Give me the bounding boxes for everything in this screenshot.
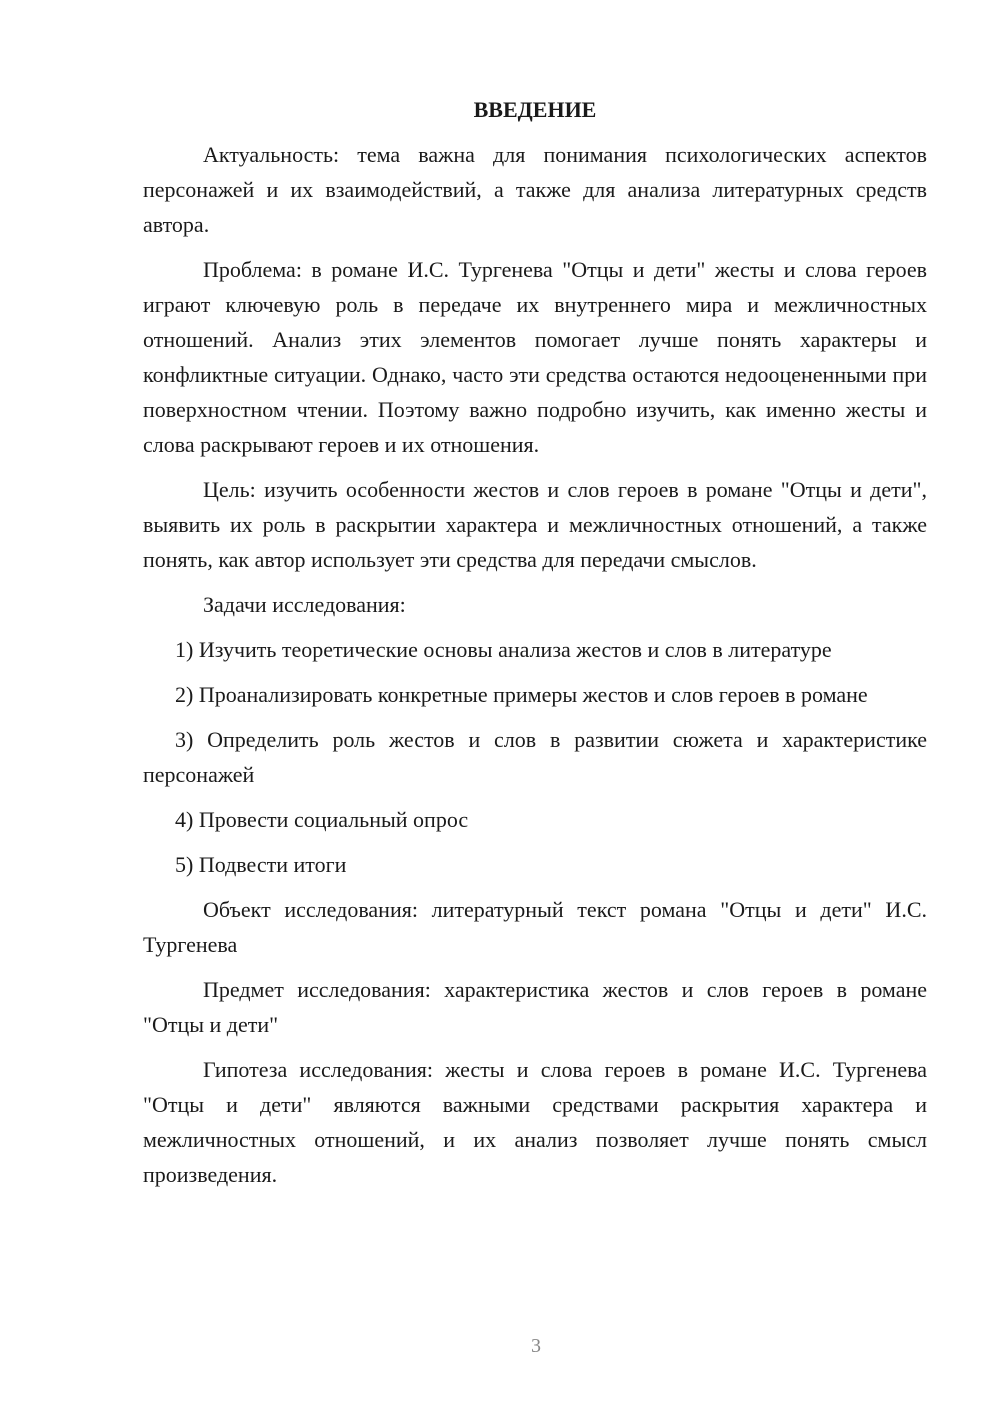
task-item: 4) Провести социальный опрос <box>175 807 469 832</box>
task-item: 2) Проанализировать конкретные примеры жестов и слов героев в романе <box>175 682 868 707</box>
tasks-list <box>143 632 927 882</box>
section-title: ВВЕДЕНИЕ <box>473 97 597 122</box>
paragraph-goal: Цель: изучить особенности жестов и слов героев в романе "Отцы и дети", выявить их роль в раскрытии характера и межличностных отношений, а также понять, как автор использует эти средства для передачи смыслов. <box>143 477 927 572</box>
task-item: 3) Определить роль жестов и слов в развитии сюжета и характеристике персонажей <box>143 727 927 787</box>
page-content <box>143 92 927 1202</box>
paragraph-hypothesis: Гипотеза исследования: жесты и слова героев в романе И.С. Тургенева "Отцы и дети" являются важными средствами раскрытия характера и межличностных отношений, и их анализ позволяет лучше понять смысл произведения. <box>143 1057 927 1187</box>
paragraph-subject: Предмет исследования: характеристика жестов и слов героев в романе "Отцы и дети" <box>143 977 927 1037</box>
paragraph-tasks-heading: Задачи исследования: <box>203 592 406 617</box>
paragraph-problem: Проблема: в романе И.С. Тургенева "Отцы и дети" жесты и слова героев играют ключевую роль в передаче их внутреннего мира и межличностных отношений. Анализ этих элементов помогает лучше понять характеры и конфликтные ситуации. Однако, часто эти средства остаются недооцененными при поверхностном чтении. Поэтому важно подробно изучить, как именно жесты и слова раскрывают героев и их отношения. <box>143 257 927 457</box>
paragraph-relevance: Актуальность: тема важна для понимания психологических аспектов персонажей и их взаимодействий, а также для анализа литературных средств автора. <box>143 142 927 237</box>
page-number: 3 <box>531 1335 541 1357</box>
task-item: 5) Подвести итоги <box>175 852 347 877</box>
paragraph-object: Объект исследования: литературный текст романа "Отцы и дети" И.С. Тургенева <box>143 897 927 957</box>
task-item: 1) Изучить теоретические основы анализа жестов и слов в литературе <box>175 637 832 662</box>
